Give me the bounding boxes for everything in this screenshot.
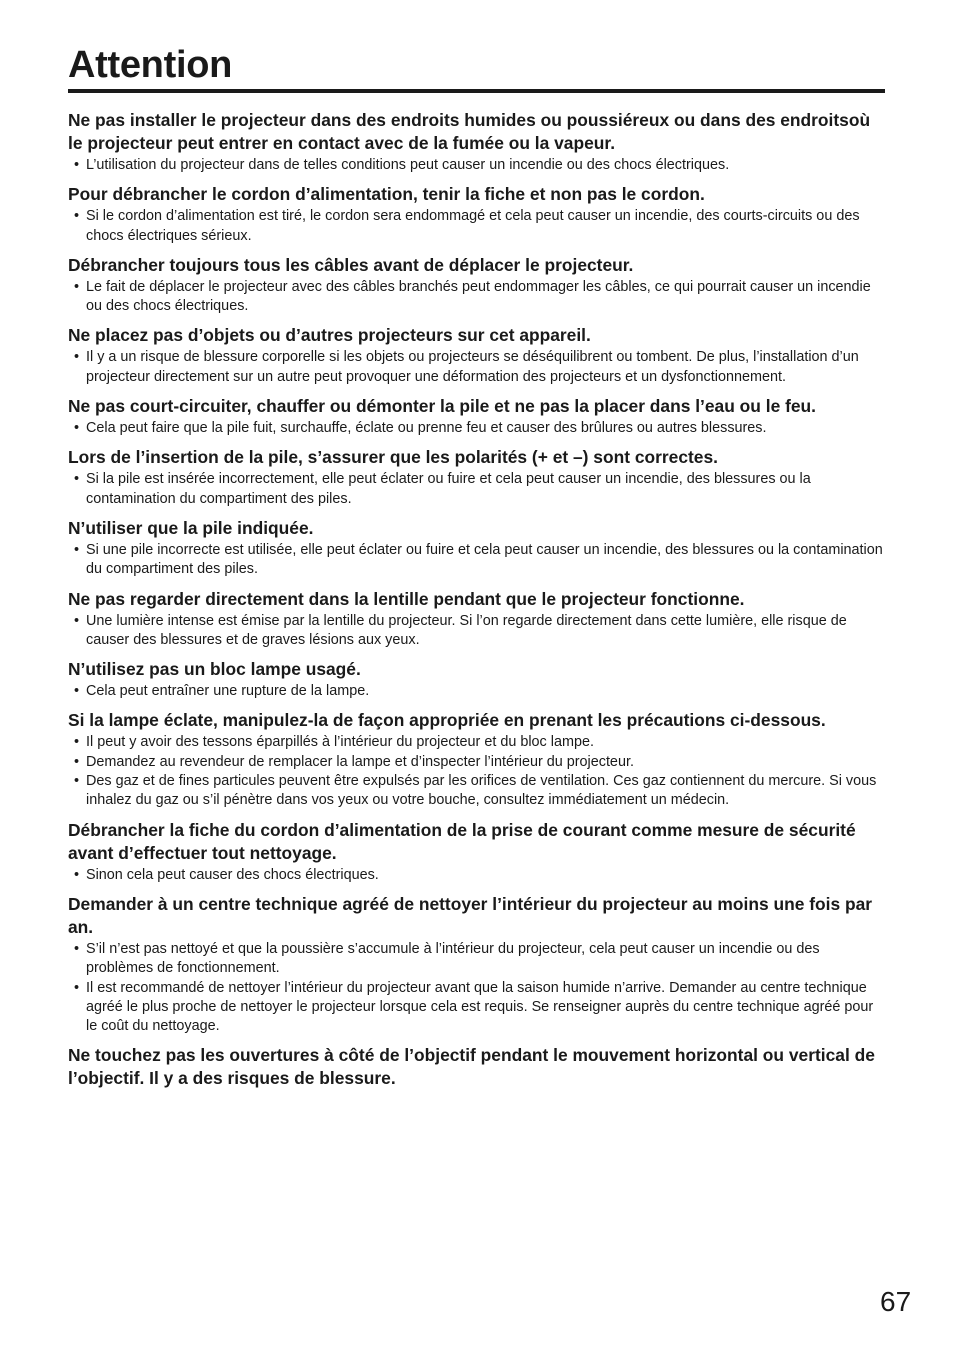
bullet-item: • Sinon cela peut causer des chocs électriques. <box>68 866 886 885</box>
warning-heading: Débrancher la fiche du cordon d’alimentation de la prise de courant comme mesure de sécurité avant d’effectuer tout nettoyage. <box>68 819 856 863</box>
page-number: 67 <box>880 1286 912 1317</box>
bullet-item: • L’utilisation du projecteur dans de telles conditions peut causer un incendie ou des chocs électriques. <box>68 156 886 175</box>
warning-heading: Ne touchez pas les ouvertures à côté de l’objectif pendant le mouvement horizontal ou vertical de l’objectif. Il y a des risques de blessure. <box>68 1045 875 1089</box>
bullet-item: • Le fait de déplacer le projecteur avec des câbles branchés peut endommager les câbles, ce qui pourrait causer un incendie ou des chocs électriques. <box>68 278 886 317</box>
bullet-item: • Des gaz et de fines particules peuvent être expulsés par les orifices de ventilation. Ces gaz contiennent du mercure. Si vous inhalez du gaz ou s’il pénètre dans vos yeux ou votre bouche, consultez immédiatement un médecin. <box>68 772 886 811</box>
warning-section <box>68 254 886 317</box>
warning-section <box>68 709 886 810</box>
bullet-list <box>68 940 886 1036</box>
page-title: Attention <box>68 44 233 86</box>
bullet-item: • S’il n’est pas nettoyé et que la poussière s’accumule à l’intérieur du projecteur, cela peut causer un incendie ou des problèmes de fonctionnement. <box>68 940 886 979</box>
bullet-item: • Cela peut entraîner une rupture de la lampe. <box>68 682 886 701</box>
bullet-list <box>68 682 886 701</box>
title-rule <box>68 89 885 93</box>
warning-section <box>68 395 886 438</box>
bullet-list <box>68 207 886 246</box>
bullet-list <box>68 470 886 509</box>
warning-section <box>68 446 886 509</box>
bullet-item: • Si le cordon d’alimentation est tiré, le cordon sera endommagé et cela peut causer un incendie, des courts-circuits ou des chocs électriques sérieux. <box>68 207 886 246</box>
bullet-item: • Cela peut faire que la pile fuit, surchauffe, éclate ou prenne feu et causer des brûlures ou autres blessures. <box>68 419 886 438</box>
bullet-item: • Si la pile est insérée incorrectement, elle peut éclater ou fuire et cela peut causer un incendie, des blessures ou la contamination du compartiment des piles. <box>68 470 886 509</box>
bullet-list <box>68 156 886 175</box>
warning-section <box>68 893 886 1036</box>
warning-heading: Demander à un centre technique agréé de nettoyer l’intérieur du projecteur au moins une fois par an. <box>68 893 873 937</box>
warning-heading: Si la lampe éclate, manipulez-la de façon appropriée en prenant les précautions ci-dessous. <box>68 710 826 731</box>
warning-section <box>68 819 886 885</box>
bullet-item: • Il y a un risque de blessure corporelle si les objets ou projecteurs se déséquilibrent ou tombent. De plus, l’installation d’un projecteur directement sur un autre peut provoquer une déformation des projecteurs et un dysfonctionnement. <box>68 348 886 387</box>
bullet-list <box>68 733 886 810</box>
warning-section <box>68 517 886 580</box>
warning-section <box>68 588 886 651</box>
warning-list <box>68 109 886 1098</box>
warning-heading: N’utiliser que la pile indiquée. <box>68 517 314 538</box>
warning-section <box>68 109 886 175</box>
bullet-list <box>68 348 886 387</box>
bullet-list <box>68 419 886 438</box>
warning-heading: Lors de l’insertion de la pile, s’assurer que les polarités (+ et –) sont correctes. <box>68 447 718 468</box>
bullet-list <box>68 612 886 651</box>
warning-heading: Ne placez pas d’objets ou d’autres projecteurs sur cet appareil. <box>68 325 591 346</box>
warning-section <box>68 658 886 701</box>
bullet-item: • Il est recommandé de nettoyer l’intérieur du projecteur avant que la saison humide n’arrive. Demander au centre technique agréé le plus proche de nettoyer le projecteur lorsque cela est requis. Se renseigner auprès du centre technique agréé pour le coût du nettoyage. <box>68 979 886 1037</box>
bullet-list <box>68 278 886 317</box>
warning-heading: Ne pas court-circuiter, chauffer ou démonter la pile et ne pas la placer dans l’eau ou le feu. <box>68 396 817 417</box>
bullet-list <box>68 866 886 885</box>
warning-section <box>68 324 886 387</box>
bullet-item: • Il peut y avoir des tessons éparpillés à l’intérieur du projecteur et du bloc lampe. <box>68 733 886 752</box>
warning-heading: Pour débrancher le cordon d’alimentation, tenir la fiche et non pas le cordon. <box>68 184 705 205</box>
bullet-item: • Une lumière intense est émise par la lentille du projecteur. Si l’on regarde directement dans cette lumière, elle risque de causer des blessures et de graves lésions aux yeux. <box>68 612 886 651</box>
bullet-item: • Demandez au revendeur de remplacer la lampe et d’inspecter l’intérieur du projecteur. <box>68 753 886 772</box>
warning-heading: N’utilisez pas un bloc lampe usagé. <box>68 659 361 680</box>
bullet-list <box>68 541 886 580</box>
bullet-item: • Si une pile incorrecte est utilisée, elle peut éclater ou fuire et cela peut causer un incendie, des blessures ou la contamination du compartiment des piles. <box>68 541 886 580</box>
warning-heading: Ne pas regarder directement dans la lentille pendant que le projecteur fonctionne. <box>68 588 745 609</box>
warning-heading: Ne pas installer le projecteur dans des endroits humides ou poussiéreux ou dans des endroitsoù le projecteur peut entrer en contact avec de la fumée ou la vapeur. <box>68 110 871 153</box>
warning-heading: Débrancher toujours tous les câbles avant de déplacer le projecteur. <box>68 254 634 275</box>
warning-section <box>68 1044 886 1090</box>
warning-section <box>68 183 886 246</box>
